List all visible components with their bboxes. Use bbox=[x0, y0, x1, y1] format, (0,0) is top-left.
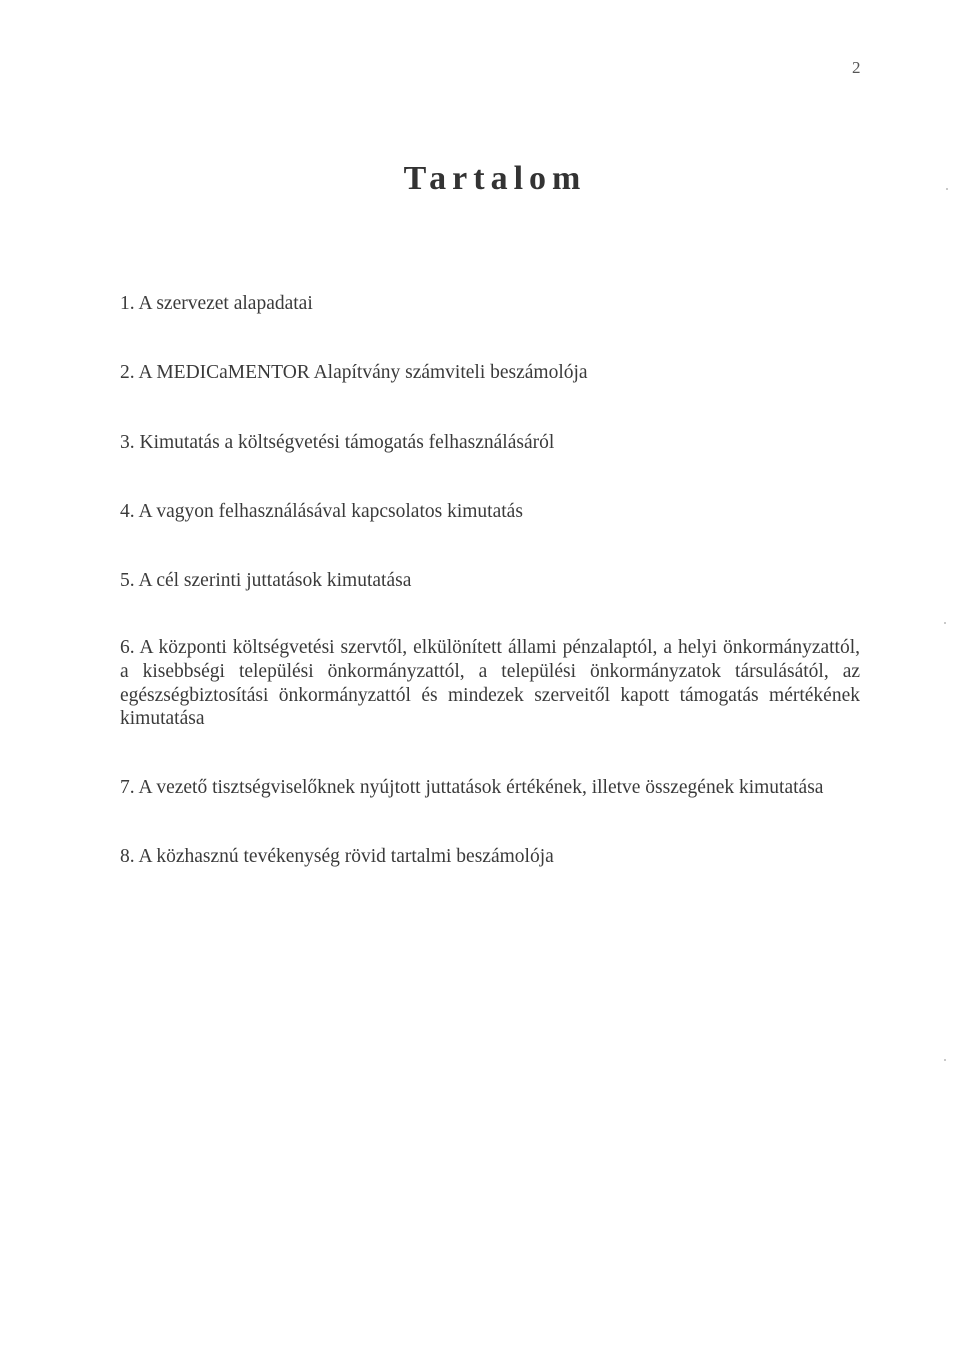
toc-item-3 bbox=[120, 432, 554, 454]
scan-speck bbox=[944, 1059, 946, 1061]
toc-item-8 bbox=[120, 846, 554, 868]
page-number: 2 bbox=[852, 58, 861, 77]
toc-item-text: A szervezet alapadatai bbox=[138, 293, 313, 314]
toc-item-text: A központi költségvetési szervtől, elkülönített állami pénzalaptól, a helyi önkormányzattól, a kisebbségi települési önkormányzattól, a települési önkormányzatok társulásától, az egészségbiztosítási önkormányzattól és mindezek szerveitől kapott támogatás mértékének kimutatása bbox=[120, 637, 861, 730]
toc-item-number: 3. bbox=[120, 432, 135, 453]
toc-item-4 bbox=[120, 501, 523, 523]
toc-item-number: 4. bbox=[120, 501, 135, 522]
scan-speck bbox=[944, 622, 946, 624]
toc-item-text: Kimutatás a költségvetési támogatás felhasználásáról bbox=[139, 432, 555, 453]
toc-item-text: A MEDICaMENTOR Alapítvány számviteli beszámolója bbox=[138, 362, 588, 383]
toc-item-number: 7. bbox=[120, 777, 135, 798]
page-title: Tartalom bbox=[403, 160, 587, 197]
toc-item-text: A közhasznú tevékenység rövid tartalmi beszámolója bbox=[138, 846, 554, 867]
toc-item-text: A vagyon felhasználásával kapcsolatos kimutatás bbox=[138, 501, 523, 522]
toc-item-number: 6. bbox=[120, 637, 135, 658]
toc-item-number: 5. bbox=[120, 570, 135, 591]
toc-item-2 bbox=[120, 362, 588, 384]
toc-item-number: 8. bbox=[120, 846, 135, 867]
toc-item-text: A vezető tisztségviselőknek nyújtott juttatások értékének, illetve összegének kimutatása bbox=[138, 777, 824, 798]
toc-item-number: 1. bbox=[120, 293, 135, 314]
toc-item-number: 2. bbox=[120, 362, 135, 383]
toc-item-1 bbox=[120, 293, 313, 315]
toc-item-7 bbox=[120, 777, 823, 799]
scan-speck bbox=[946, 188, 948, 190]
toc-item-6 bbox=[120, 636, 860, 731]
toc-item-5 bbox=[120, 570, 411, 592]
toc-item-text: A cél szerinti juttatások kimutatása bbox=[138, 570, 412, 591]
